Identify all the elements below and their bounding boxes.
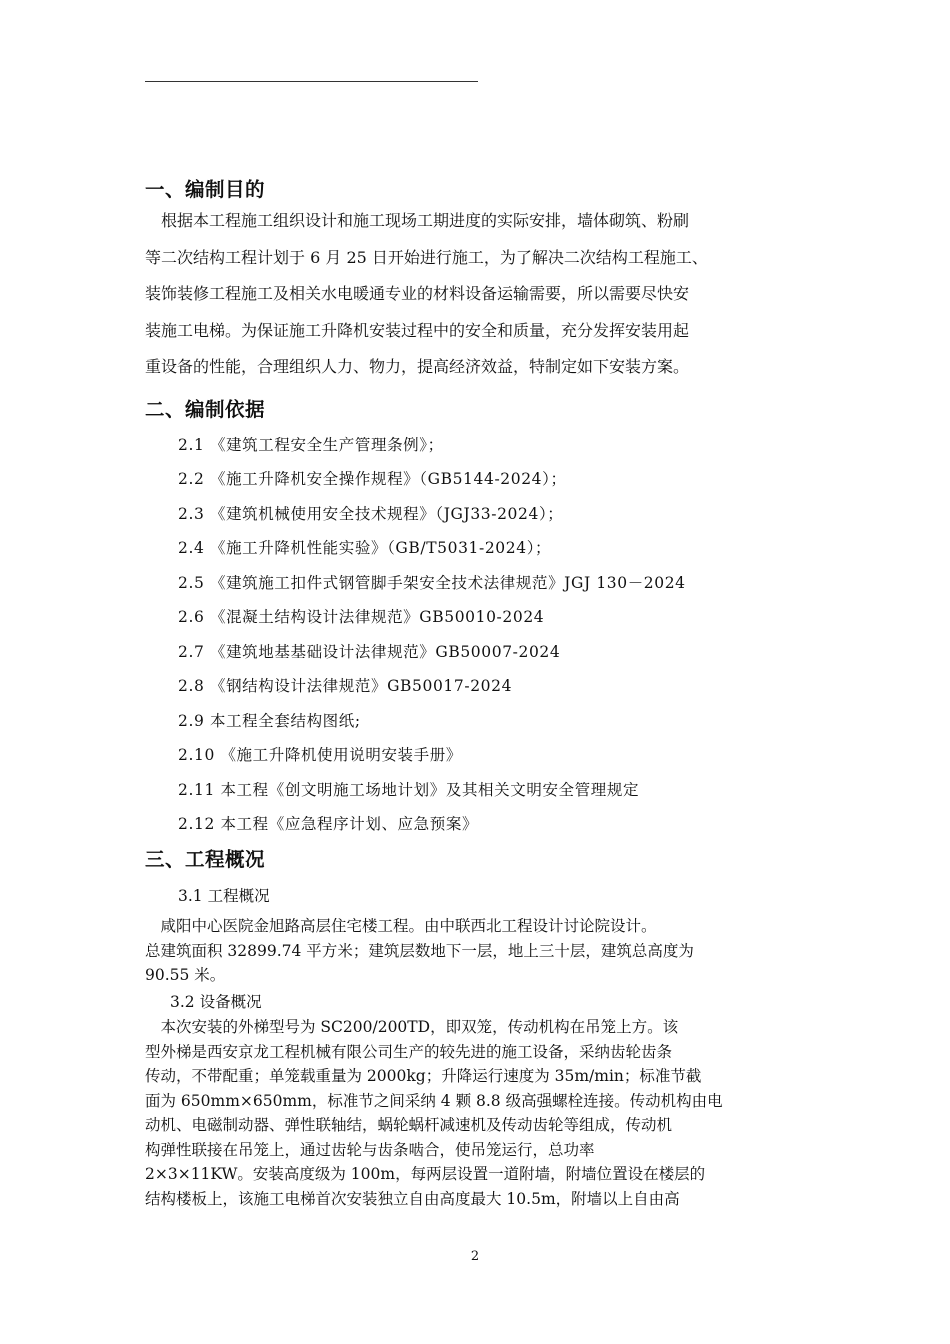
paragraph-line: 动机、电磁制动器、弹性联轴结，蜗轮蜗杆减速机及传动齿轮等组成，传动机 — [145, 1116, 673, 1134]
paragraph-line: 构弹性联接在吊笼上，通过齿轮与齿条啮合，使吊笼运行，总功率 — [145, 1140, 595, 1159]
paragraph-line: 90.55 米。 — [145, 966, 226, 984]
paragraph-line: 传动，不带配重；单笼载重量为 2000kg；升降运行速度为 35m/min；标准节截 — [145, 1067, 702, 1085]
reference-item: 2.2 《施工升降机安全操作规程》（GB5144-2024）； — [178, 470, 567, 488]
paragraph-line: 根据本工程施工组织设计和施工现场工期进度的实际安排，墙体砌筑、粉刷 — [145, 211, 690, 230]
reference-item: 2.3 《建筑机械使用安全技术规程》（JGJ33-2024）； — [178, 505, 564, 523]
project-overview-paragraph — [145, 914, 807, 988]
paragraph-line: 结构楼板上，该施工电梯首次安装独立自由高度最大 10.5m，附墙以上自由高 — [145, 1189, 680, 1208]
paragraph-line: 咸阳中心医院金旭路高层住宅楼工程。由中联西北工程设计讨论院设计。 — [145, 917, 657, 935]
subsection-title-project: 3.1 工程概况 — [178, 887, 270, 905]
reference-item: 2.1 《建筑工程安全生产管理条例》； — [178, 436, 444, 454]
paragraph-line: 总建筑面积 32899.74 平方米；建筑层数地下一层，地上三十层，建筑总高度为 — [145, 941, 694, 960]
paragraph-line: 装饰装修工程施工及相关水电暖通专业的材料设备运输需要，所以需要尽快安 — [145, 284, 690, 303]
reference-item: 2.8 《钢结构设计法律规范》GB50017-2024 — [178, 677, 513, 695]
equipment-overview-paragraph — [145, 1015, 807, 1211]
paragraph-line: 等二次结构工程计划于 6 月 25 日开始进行施工，为了解决二次结构工程施工、 — [145, 247, 708, 267]
section-heading-overview: 三、工程概况 — [145, 848, 266, 871]
header-rule — [145, 81, 478, 82]
section-heading-purpose: 一、编制目的 — [145, 178, 266, 201]
reference-item: 2.12 本工程《应急程序计划、应急预案》 — [178, 815, 479, 833]
reference-item: 2.6 《混凝土结构设计法律规范》GB50010-2024 — [178, 608, 545, 626]
reference-item: 2.10 《施工升降机使用说明安装手册》 — [178, 746, 462, 764]
paragraph-line: 2×3×11KW。安装高度级为 100m，每两层设置一道附墙，附墙位置设在楼层的 — [145, 1165, 706, 1183]
page-number: 2 — [470, 1249, 480, 1264]
reference-item: 2.4 《施工升降机性能实验》（GB/T5031-2024）； — [178, 539, 552, 557]
reference-item: 2.11 本工程《创文明施工场地计划》及其相关文明安全管理规定 — [178, 781, 640, 799]
subsection-title-equipment: 3.2 设备概况 — [170, 993, 262, 1011]
paragraph-line: 面为 650mm×650mm，标准节之间采纳 4 颗 8.8 级高强螺栓连接。传动机构由电 — [145, 1091, 723, 1110]
reference-item: 2.9 本工程全套结构图纸; — [178, 712, 361, 730]
reference-item: 2.5 《建筑施工扣件式钢管脚手架安全技术法律规范》JGJ 130－2024 — [178, 574, 686, 592]
paragraph-line: 装施工电梯。为保证施工升降机安装过程中的安全和质量，充分发挥安装用起 — [145, 320, 690, 340]
paragraph-line: 型外梯是西安京龙工程机械有限公司生产的较先进的施工设备，采纳齿轮齿条 — [145, 1042, 673, 1061]
paragraph-line: 本次安装的外梯型号为 SC200/200TD，即双笼，传动机构在吊笼上方。该 — [145, 1018, 679, 1036]
reference-item: 2.7 《建筑地基基础设计法律规范》GB50007-2024 — [178, 643, 561, 661]
section-heading-basis: 二、编制依据 — [145, 398, 266, 421]
purpose-paragraph — [145, 203, 805, 386]
paragraph-line: 重设备的性能，合理组织人力、物力，提高经济效益，特制定如下安装方案。 — [145, 357, 690, 376]
